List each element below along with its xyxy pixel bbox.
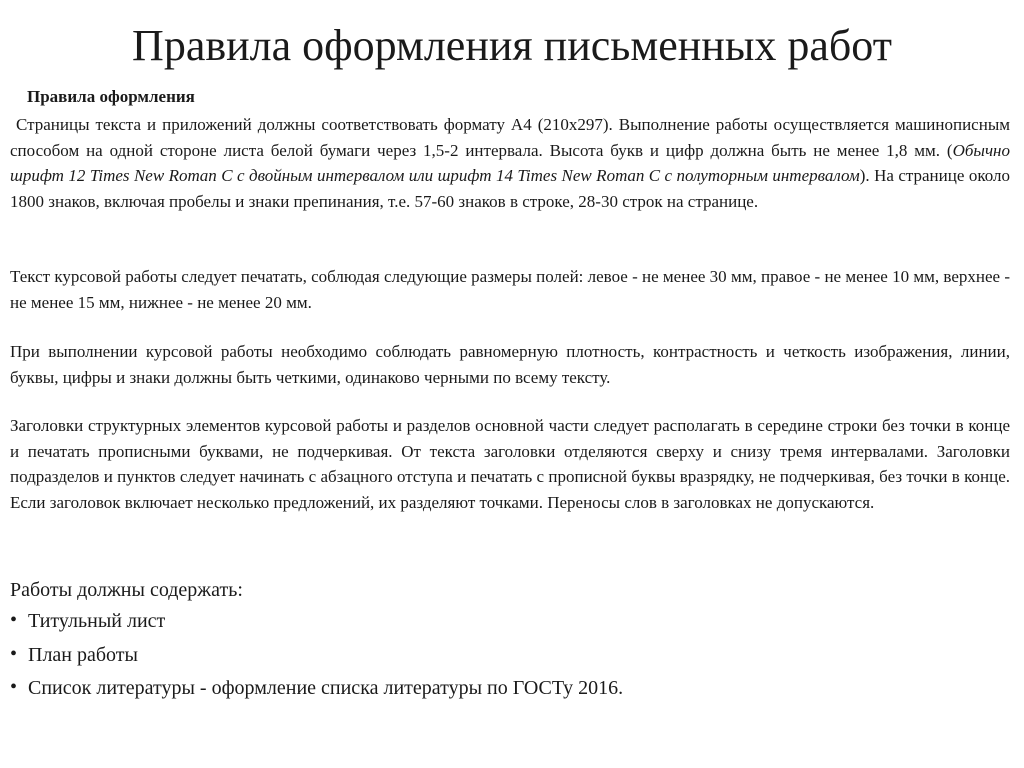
bullet-icon: • bbox=[10, 642, 18, 665]
paragraph-page-format-text: Страницы текста и приложений должны соответствовать формату А4 (210х297). Выполнение работы осуществляется машинописным способом на одной стороне листа белой бумаги через 1,5-2 интервала. Высота букв и цифр должна быть не менее 1,8 мм. ( bbox=[10, 115, 1010, 160]
paragraph-headings: Заголовки структурных элементов курсовой работы и разделов основной части следует располагать в середине строки без точки в конце и печатать прописными буквами, не подчеркивая. От текста заголовки отделяются сверху и снизу тремя интервалами. Заголовки подразделов и пунктов следует начинать с абзацного отступа и печатать с прописной буквы вразрядку, не подчеркивая, без точки в конце. Если заголовок включает несколько предложений, их разделяют точками. Переносы слов в заголовках не допускаются. bbox=[10, 416, 1010, 512]
paragraph-page-format bbox=[10, 112, 1010, 214]
paragraph-margins: Текст курсовой работы следует печатать, соблюдая следующие размеры полей: левое - не менее 30 мм, правое - не менее 10 мм, верхнее - не менее 15 мм, нижнее - не менее 20 мм. bbox=[10, 267, 1010, 312]
slide-title: Правила оформления письменных работ bbox=[132, 21, 892, 70]
bullet-icon: • bbox=[10, 609, 18, 631]
list-item-label: Титульный лист bbox=[28, 610, 166, 632]
list-item bbox=[10, 673, 623, 707]
contents-heading: Работы должны содержать: bbox=[10, 579, 243, 601]
paragraph-page-format-text-end: ). На странице около 1800 знаков, включая пробелы и знаки препинания, т.е. 57-60 знаков в строке, 28-30 строк на странице. bbox=[10, 166, 1010, 211]
bullet-icon: • bbox=[10, 676, 18, 698]
list-item bbox=[10, 606, 623, 640]
contents-list bbox=[10, 606, 623, 707]
paragraph-print-quality: При выполнении курсовой работы необходимо соблюдать равномерную плотность, контрастность и четкость изображения, линии, буквы, цифры и знаки должны быть четкими, одинаково черными по всему тексту. bbox=[10, 342, 1010, 387]
list-item bbox=[10, 640, 623, 674]
list-item-label: Список литературы - оформление списка литературы по ГОСТу 2016. bbox=[28, 677, 624, 699]
section-subheading: Правила оформления bbox=[27, 87, 195, 106]
list-item-label: План работы bbox=[28, 643, 138, 666]
paragraph-page-format-font-note: Обычно шрифт 12 Times New Roman C с двойным интервалом или шрифт 14 Times New Roman C с полуторным интервалом bbox=[10, 140, 1010, 185]
